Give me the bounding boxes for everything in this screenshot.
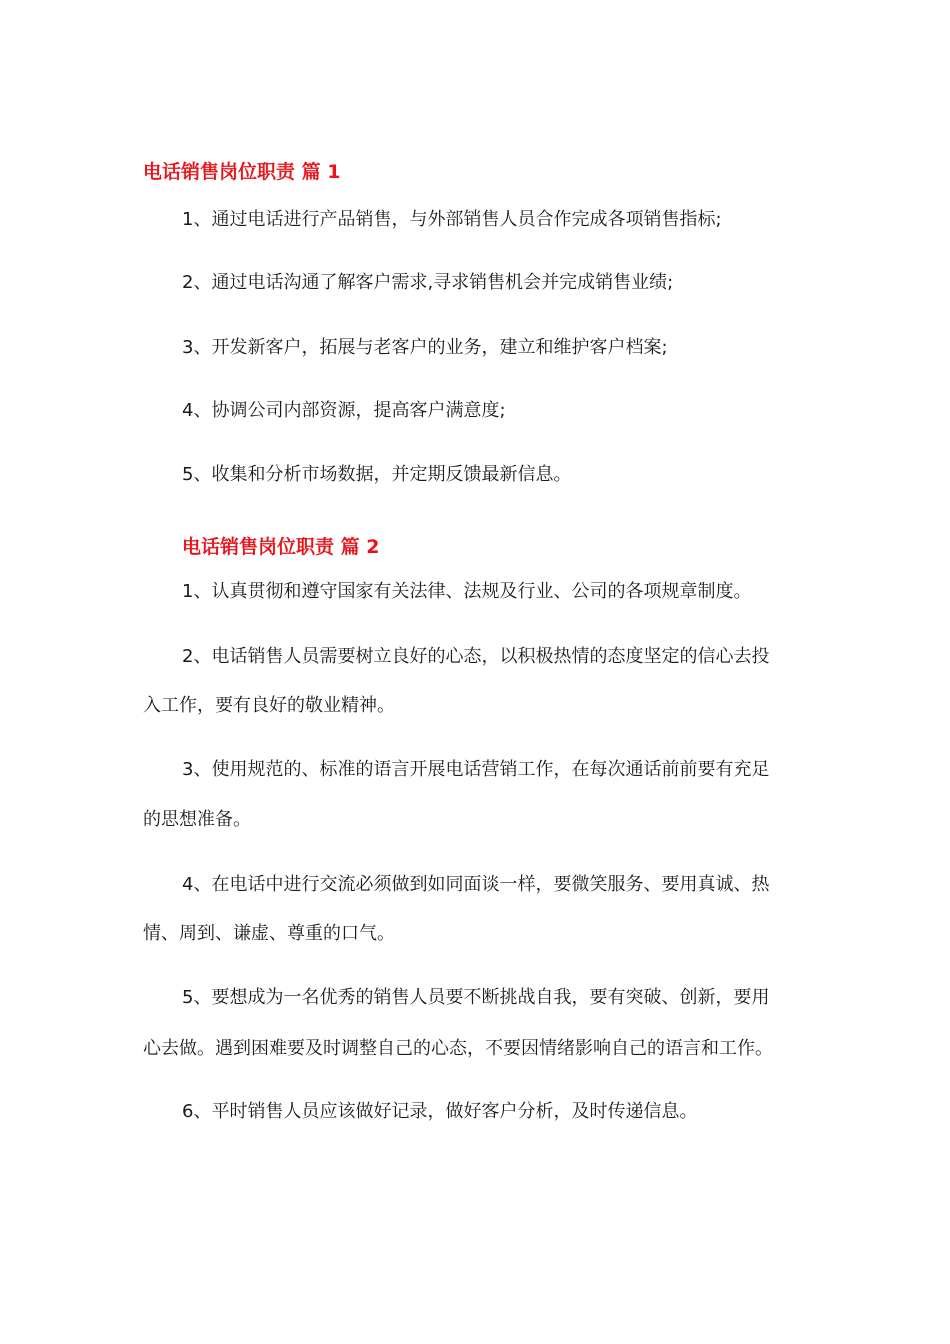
- section-2-item-2-line-1: 2、电话销售人员需要树立良好的心态，以积极热情的态度坚定的信心去投: [182, 646, 770, 667]
- section-2-item-6: 6、平时销售人员应该做好记录，做好客户分析，及时传递信息。: [182, 1101, 698, 1122]
- section-1-item-3: 3、开发新客户，拓展与老客户的业务，建立和维护客户档案;: [182, 337, 668, 358]
- section-1-title: 电话销售岗位职责 篇 1: [143, 161, 341, 183]
- section-2-item-4-line-2: 情、周到、谦虚、尊重的口气。: [143, 923, 395, 944]
- section-2-title: 电话销售岗位职责 篇 2: [182, 536, 380, 558]
- section-1-item-2: 2、通过电话沟通了解客户需求,寻求销售机会并完成销售业绩;: [182, 272, 674, 293]
- section-1-item-1: 1、通过电话进行产品销售，与外部销售人员合作完成各项销售指标;: [182, 209, 722, 230]
- section-1-item-4: 4、协调公司内部资源，提高客户满意度;: [182, 400, 506, 421]
- section-2-item-4-line-1: 4、在电话中进行交流必须做到如同面谈一样，要微笑服务、要用真诚、热: [182, 874, 770, 895]
- section-2-item-1: 1、认真贯彻和遵守国家有关法律、法规及行业、公司的各项规章制度。: [182, 581, 752, 602]
- section-2-item-5-line-2: 心去做。遇到困难要及时调整自己的心态，不要因情绪影响自己的语言和工作。: [143, 1038, 773, 1059]
- section-2-item-3-line-2: 的思想准备。: [143, 809, 251, 830]
- section-2-item-2-line-2: 入工作，要有良好的敬业精神。: [143, 695, 395, 716]
- section-2-item-5-line-1: 5、要想成为一名优秀的销售人员要不断挑战自我，要有突破、创新，要用: [182, 987, 770, 1008]
- section-2-item-3-line-1: 3、使用规范的、标准的语言开展电话营销工作，在每次通话前前要有充足: [182, 759, 770, 780]
- section-1-item-5: 5、收集和分析市场数据，并定期反馈最新信息。: [182, 464, 572, 485]
